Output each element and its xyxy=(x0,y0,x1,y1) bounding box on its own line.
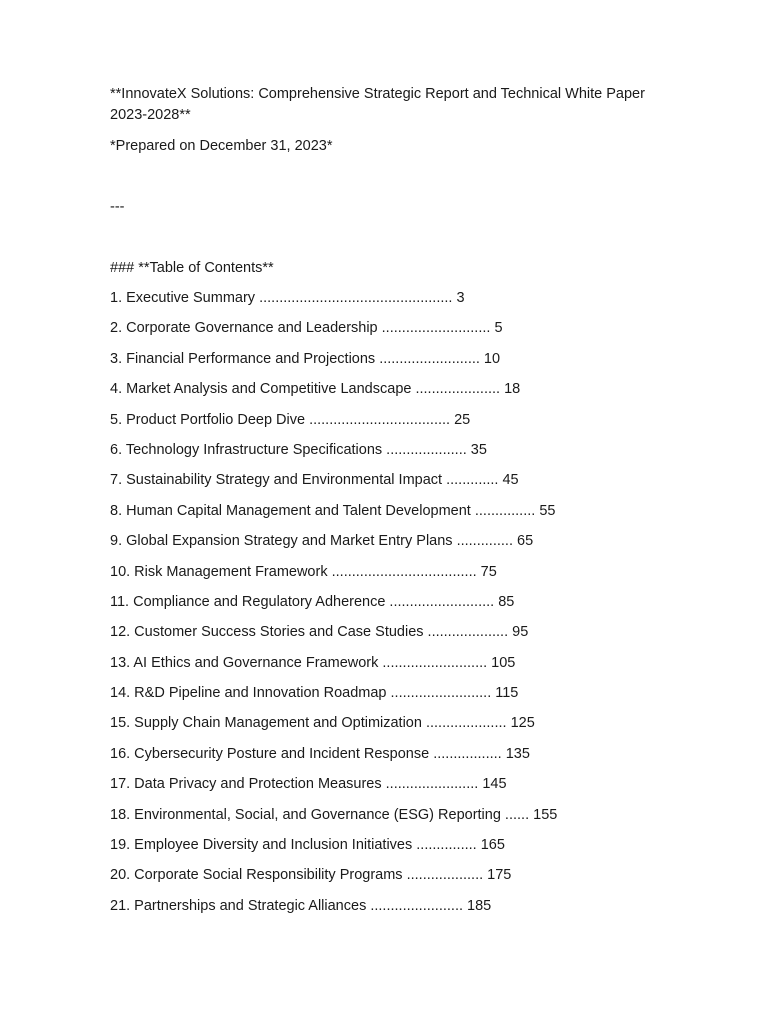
toc-entry: 18. Environmental, Social, and Governance (ESG) Reporting ...... 155 xyxy=(110,806,558,823)
toc-entry: 20. Corporate Social Responsibility Programs ................... 175 xyxy=(110,867,512,884)
toc-entry: 4. Market Analysis and Competitive Landscape ..................... 18 xyxy=(110,381,521,398)
toc-entry: 11. Compliance and Regulatory Adherence .......................... 85 xyxy=(110,593,515,610)
toc-entry: 15. Supply Chain Management and Optimization .................... 125 xyxy=(110,715,535,732)
toc-entry: 7. Sustainability Strategy and Environmental Impact ............. 45 xyxy=(110,472,519,489)
toc-entry: 14. R&D Pipeline and Innovation Roadmap ......................... 115 xyxy=(110,685,519,702)
document-title: **InnovateX Solutions: Comprehensive Strategic Report and Technical White Paper 2023-2028** xyxy=(110,86,645,123)
toc-entry: 13. AI Ethics and Governance Framework .......................... 105 xyxy=(110,654,516,671)
toc-entry: 17. Data Privacy and Protection Measures ....................... 145 xyxy=(110,776,507,793)
separator: --- xyxy=(110,199,125,215)
prepared-date: *Prepared on December 31, 2023* xyxy=(110,138,333,154)
toc-entry: 10. Risk Management Framework .................................... 75 xyxy=(110,563,497,580)
toc-entry: 8. Human Capital Management and Talent Development ............... 55 xyxy=(110,502,556,519)
toc-entry: 6. Technology Infrastructure Specifications .................... 35 xyxy=(110,441,487,458)
toc-entry: 19. Employee Diversity and Inclusion Initiatives ............... 165 xyxy=(110,837,505,854)
toc-entry: 3. Financial Performance and Projections ......................... 10 xyxy=(110,350,501,367)
toc-entry: 1. Executive Summary ................................................ 3 xyxy=(110,290,465,306)
document-page xyxy=(110,84,670,926)
toc-entry: 16. Cybersecurity Posture and Incident Response ................. 135 xyxy=(110,745,530,762)
toc-entry: 2. Corporate Governance and Leadership ........................... 5 xyxy=(110,320,503,337)
toc-entry: 9. Global Expansion Strategy and Market Entry Plans .............. 65 xyxy=(110,533,534,550)
toc-entry: 12. Customer Success Stories and Case Studies .................... 95 xyxy=(110,624,529,641)
toc-entry: 21. Partnerships and Strategic Alliances ....................... 185 xyxy=(110,897,492,914)
table-of-contents xyxy=(110,288,670,926)
toc-heading: ### **Table of Contents** xyxy=(110,260,274,276)
toc-entry: 5. Product Portfolio Deep Dive ................................... 25 xyxy=(110,411,471,428)
